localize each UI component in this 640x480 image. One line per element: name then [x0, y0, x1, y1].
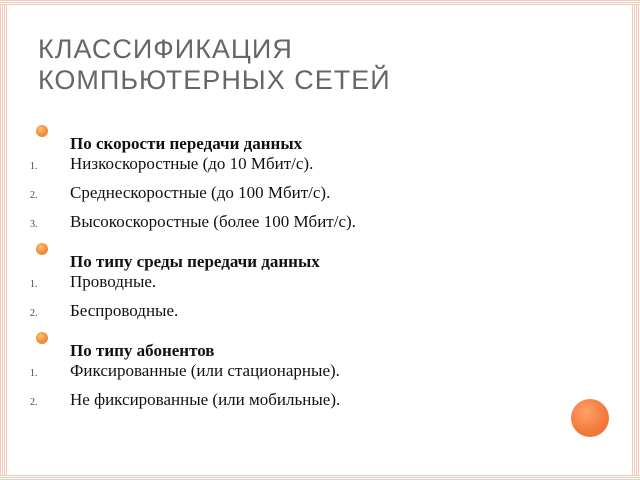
list-item-number: 2. [30, 190, 38, 201]
list-item-number: 2. [30, 308, 38, 319]
slide-title-line-2: КОМПЬЮТЕРНЫХ СЕТЕЙ [38, 65, 391, 95]
top-border-decoration [0, 0, 640, 5]
slide-title-line-1: КЛАССИФИКАЦИЯ [38, 34, 293, 64]
section-heading-speed [30, 118, 590, 153]
list-item-text: Беспроводные. [70, 301, 179, 320]
list-item [30, 267, 590, 296]
list-item-number: 1. [30, 161, 38, 172]
left-border-decoration [0, 0, 8, 480]
list-item-text: Среднескоростные (до 100 Мбит/с). [70, 183, 331, 202]
list-item-number: 2. [30, 397, 38, 408]
list-item [30, 178, 590, 207]
classification-list [30, 118, 590, 414]
list-item [30, 207, 590, 236]
list-item-text: Низкоскоростные (до 10 Мбит/с). [70, 154, 314, 173]
orange-dot-bullet-icon [30, 118, 70, 149]
section-heading-medium [30, 236, 590, 271]
list-item [30, 385, 590, 414]
list-item [30, 149, 590, 178]
bottom-border-decoration [0, 475, 640, 480]
right-border-decoration [632, 0, 640, 480]
section-heading-text: По скорости передачи данных [70, 134, 303, 153]
orange-circle-icon [571, 399, 609, 437]
list-item-text: Высокоскоростные (более 100 Мбит/с). [70, 212, 356, 231]
list-item-number: 3. [30, 219, 38, 230]
list-item-text: Фиксированные (или стационарные). [70, 361, 340, 380]
slide-title [38, 34, 391, 96]
list-item-number: 1. [30, 279, 38, 290]
section-heading-text: По типу среды передачи данных [70, 252, 320, 271]
list-item [30, 296, 590, 325]
list-item-number: 1. [30, 368, 38, 379]
orange-dot-bullet-icon [30, 325, 70, 356]
list-item-text: Проводные. [70, 272, 157, 291]
section-heading-subscribers [30, 325, 590, 360]
section-heading-text: По типу абонентов [70, 341, 215, 360]
orange-dot-bullet-icon [30, 236, 70, 267]
list-item [30, 356, 590, 385]
list-item-text: Не фиксированные (или мобильные). [70, 390, 341, 409]
